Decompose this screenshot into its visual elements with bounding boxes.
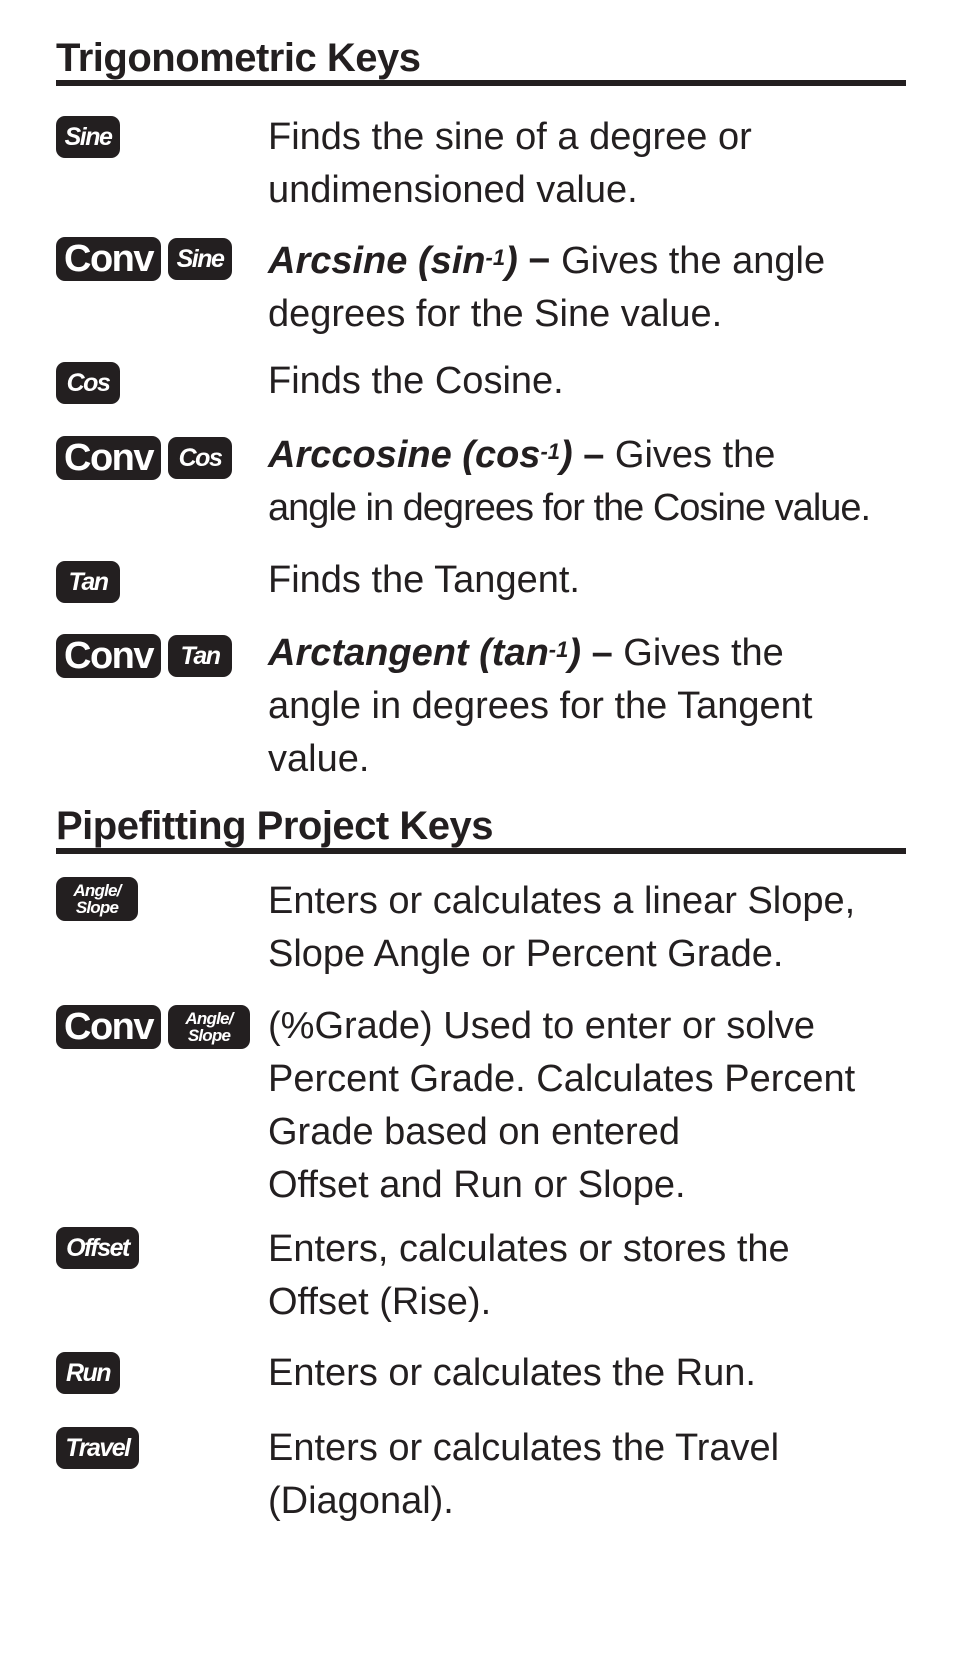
description-line: undimensioned value. bbox=[268, 169, 638, 211]
angle-slope-key bbox=[168, 1005, 250, 1049]
description-text: Gives the bbox=[623, 632, 784, 674]
description-sine bbox=[268, 111, 918, 217]
key-label-line: Slope bbox=[75, 898, 119, 917]
term-text: Arctangent (tan bbox=[268, 632, 549, 674]
key-group-conv-angle-slope bbox=[56, 1005, 250, 1049]
key-label-line: Slope bbox=[187, 1026, 231, 1045]
key-group-conv-sine bbox=[56, 237, 232, 281]
key-group-conv-tan bbox=[56, 634, 232, 678]
offset-key: Offset bbox=[56, 1227, 139, 1269]
key-label-line: Angle/ bbox=[73, 881, 121, 900]
description-line: Finds the sine of a degree or bbox=[268, 116, 752, 158]
term-close: ) bbox=[560, 434, 573, 476]
description-tan bbox=[268, 554, 918, 607]
description-line bbox=[268, 429, 918, 482]
key-group-travel bbox=[56, 1427, 139, 1469]
term-arccosine bbox=[268, 434, 573, 476]
description-line: Offset (Rise). bbox=[268, 1281, 492, 1323]
description-line: angle in degrees for the Cosine value. bbox=[268, 487, 871, 529]
cos-key: Cos bbox=[168, 437, 232, 479]
description-arccosine bbox=[268, 429, 918, 535]
key-group-offset bbox=[56, 1227, 139, 1269]
description-line: degrees for the Sine value. bbox=[268, 293, 723, 335]
conv-key: Conv bbox=[56, 1005, 161, 1049]
key-group-conv-cos bbox=[56, 436, 232, 480]
term-arctangent bbox=[268, 632, 581, 674]
description-line: Grade based on entered bbox=[268, 1111, 680, 1153]
description-line: (Diagonal). bbox=[268, 1480, 454, 1522]
description-line: Enters, calculates or stores the bbox=[268, 1228, 790, 1270]
description-line bbox=[268, 627, 918, 680]
description-line bbox=[268, 235, 918, 288]
conv-key: Conv bbox=[56, 436, 161, 480]
description-text: Gives the bbox=[614, 434, 776, 476]
description-line: Offset and Run or Slope. bbox=[268, 1164, 686, 1206]
section-divider bbox=[56, 80, 906, 86]
key-group-cos bbox=[56, 362, 120, 404]
sine-key: Sine bbox=[56, 116, 120, 158]
section-divider bbox=[56, 848, 906, 854]
term-superscript: -1 bbox=[540, 439, 561, 464]
description-arctangent bbox=[268, 627, 918, 786]
description-angle-slope bbox=[268, 875, 918, 981]
term-superscript: -1 bbox=[485, 245, 506, 270]
description-arcsine bbox=[268, 235, 918, 341]
section-title-pipefitting-project-keys: Pipefitting Project Keys bbox=[56, 804, 493, 848]
key-group-sine bbox=[56, 116, 120, 158]
description-line: Percent Grade. Calculates Percent bbox=[268, 1058, 856, 1100]
key-group-run bbox=[56, 1352, 120, 1394]
description-line: Enters or calculates a linear Slope, bbox=[268, 880, 856, 922]
description-line: Finds the Tangent. bbox=[268, 559, 580, 601]
term-text: Arcsine (sin bbox=[268, 240, 486, 282]
description-cos bbox=[268, 355, 918, 408]
description-run bbox=[268, 1347, 918, 1400]
description-line: Finds the Cosine. bbox=[268, 360, 564, 402]
description-offset bbox=[268, 1223, 918, 1329]
term-dash: − bbox=[517, 240, 562, 282]
angle-slope-key bbox=[56, 877, 138, 921]
term-close: ) bbox=[568, 632, 582, 674]
section-title-trigonometric-keys: Trigonometric Keys bbox=[56, 36, 421, 80]
description-percent-grade bbox=[268, 1000, 918, 1212]
description-line: Enters or calculates the Run. bbox=[268, 1352, 756, 1394]
term-dash: – bbox=[572, 434, 615, 476]
description-travel bbox=[268, 1422, 918, 1528]
description-line: value. bbox=[268, 738, 370, 780]
term-close: ) bbox=[505, 240, 518, 282]
description-line: angle in degrees for the Tangent bbox=[268, 685, 813, 727]
conv-key: Conv bbox=[56, 634, 161, 678]
description-line: (%Grade) Used to enter or solve bbox=[268, 1005, 816, 1047]
term-arcsine bbox=[268, 240, 518, 282]
key-group-angle-slope bbox=[56, 877, 138, 921]
key-label-line: Angle/ bbox=[185, 1009, 233, 1028]
key-group-tan bbox=[56, 561, 120, 603]
tan-key: Tan bbox=[56, 561, 120, 603]
term-superscript: -1 bbox=[548, 637, 569, 662]
term-dash: – bbox=[581, 632, 624, 674]
description-line: Enters or calculates the Travel bbox=[268, 1427, 780, 1469]
description-text: Gives the angle bbox=[561, 240, 826, 282]
run-key: Run bbox=[56, 1352, 120, 1394]
travel-key: Travel bbox=[56, 1427, 139, 1469]
tan-key: Tan bbox=[168, 635, 232, 677]
sine-key: Sine bbox=[168, 238, 232, 280]
term-text: Arccosine (cos bbox=[268, 434, 541, 476]
description-line: Slope Angle or Percent Grade. bbox=[268, 933, 784, 975]
cos-key: Cos bbox=[56, 362, 120, 404]
conv-key: Conv bbox=[56, 237, 161, 281]
